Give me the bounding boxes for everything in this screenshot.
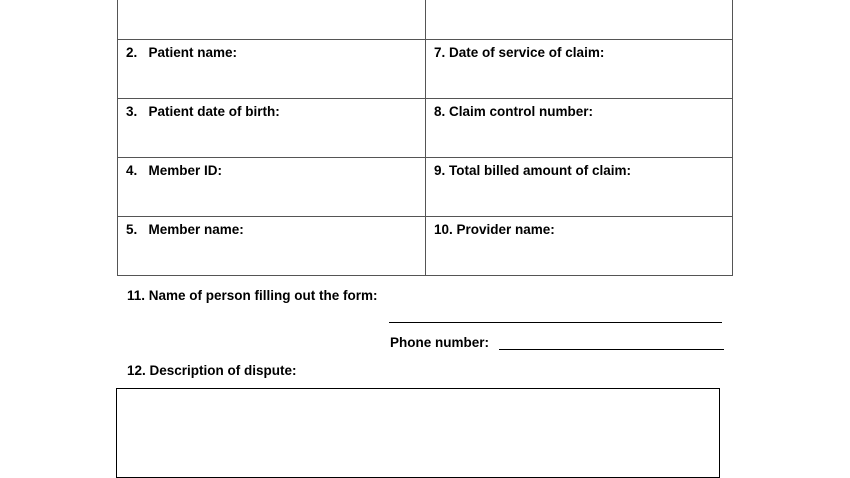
claim-control-number-field[interactable] — [426, 99, 733, 157]
patient-dob-field[interactable] — [118, 99, 425, 157]
total-billed-amount-label: 9. Total billed amount of claim: — [434, 163, 632, 178]
provider-name-label: 10. Provider name: — [434, 222, 555, 237]
member-name-field[interactable] — [118, 217, 425, 275]
person-filling-input[interactable] — [389, 320, 722, 323]
previous-field-left[interactable] — [118, 0, 425, 39]
total-billed-amount-field[interactable] — [426, 158, 733, 216]
date-of-service-label: 7. Date of service of claim: — [434, 45, 605, 60]
claim-control-number-label: 8. Claim control number: — [434, 104, 594, 119]
description-label: 12. Description of dispute: — [127, 363, 297, 378]
person-filling-label: 11. Name of person filling out the form: — [127, 288, 378, 303]
patient-dob-label: 3. Patient date of birth: — [126, 104, 280, 119]
phone-number-input[interactable] — [499, 347, 724, 350]
patient-name-field[interactable] — [118, 40, 425, 98]
description-textarea[interactable] — [116, 388, 720, 478]
member-id-field[interactable] — [118, 158, 425, 216]
member-name-label: 5. Member name: — [126, 222, 244, 237]
previous-field-right[interactable] — [426, 0, 733, 39]
member-id-label: 4. Member ID: — [126, 163, 223, 178]
claim-info-table — [117, 0, 733, 276]
patient-name-label: 2. Patient name: — [126, 45, 238, 60]
provider-name-field[interactable] — [426, 217, 733, 275]
phone-number-label: Phone number: — [390, 335, 490, 350]
date-of-service-field[interactable] — [426, 40, 733, 98]
